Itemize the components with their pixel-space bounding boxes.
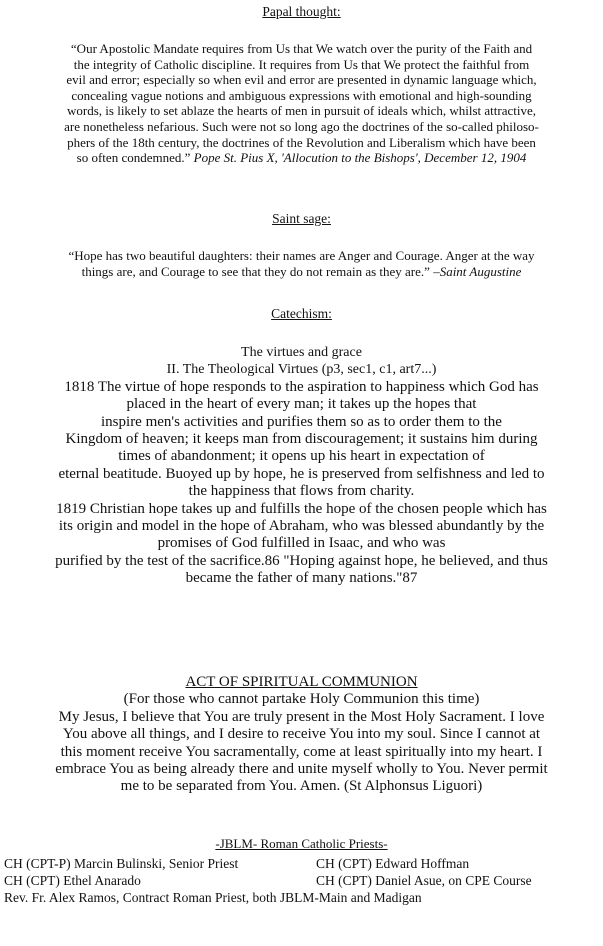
catechism-line: Kingdom of heaven; it keeps man from discouragement; it sustains him during (65, 431, 538, 448)
catechism-line: placed in the heart of every man; it takes up the hopes that (126, 396, 477, 413)
papal-quote (0, 41, 603, 166)
catechism-line: 1818 The virtue of hope responds to the aspiration to happiness which God has (64, 378, 539, 395)
priests-row (4, 872, 603, 889)
saint-last-line (0, 264, 603, 280)
catechism-text (0, 344, 603, 588)
priests-row (4, 855, 603, 872)
priest-entry: CH (CPT-P) Marcin Bulinski, Senior Priest (4, 856, 239, 871)
papal-heading: Papal thought: (262, 4, 341, 19)
communion-subheading: (For those who cannot partake Holy Communion this time) (123, 691, 480, 708)
catechism-line: promises of God fulfilled in Isaac, and who was (157, 535, 446, 552)
priest-entry: CH (CPT) Ethel Anarado (4, 873, 141, 888)
communion-line: You above all things, and I desire to receive You into my soul. Since I cannot at (62, 726, 541, 743)
papal-section (0, 4, 603, 20)
papal-line: are nonetheless nefarious. Such were not so long ago the doctrines of the so-called philoso- (64, 118, 539, 134)
catechism-line: 1819 Christian hope takes up and fulfills the hope of the chosen people which has (56, 500, 547, 517)
communion-line: this moment receive You sacramentally, come at least spiritually into my heart. I (60, 743, 543, 760)
communion-line: My Jesus, I believe that You are truly present in the Most Holy Sacrament. I love (58, 708, 545, 725)
priest-entry: Rev. Fr. Alex Ramos, Contract Roman Priest, both JBLM-Main and Madigan (4, 890, 422, 905)
catechism-line: times of abandonment; it opens up his heart in expectation of (118, 448, 485, 465)
papal-line: evil and error; especially so when evil and error are presented in dynamic language which, (66, 72, 537, 88)
catechism-subtitle: II. The Theological Virtues (p3, sec1, c1, art7...) (166, 362, 437, 378)
communion-line: me to be separated from You. Amen. (St Alphonsus Liguori) (120, 778, 483, 795)
saint-line: “Hope has two beautiful daughters: their names are Anger and Courage. Anger at the way (68, 248, 535, 263)
catechism-line: became the father of many nations."87 (185, 570, 418, 587)
saint-line: things are, and Courage to see that they do not remain as they are.” (81, 263, 430, 279)
catechism-section (0, 306, 603, 322)
papal-line: phers of the 18th century, the doctrines of the Revolution and Liberalism which have been (67, 134, 536, 150)
papal-line: the integrity of Catholic discipline. It requires from Us that We protect the faithful from (73, 56, 530, 72)
communion-line: embrace You as being already there and unite myself wholly to You. Never permit (55, 761, 548, 778)
papal-attribution: Pope St. Pius X, 'Allocution to the Bishops', December 12, 1904 (193, 150, 527, 166)
saint-attribution: –Saint Augustine (433, 263, 522, 279)
catechism-line: inspire men's activities and purifies them so as to order them to the (101, 413, 502, 430)
saint-section (0, 211, 603, 227)
papal-line: words, is likely to set ablaze the hearts of men in pursuit of ideals which, whilst attractive, (67, 103, 536, 119)
catechism-line: its origin and model in the hope of Abraham, who was blessed abundantly by the (58, 518, 545, 535)
papal-line: concealing vague notions and ambiguous expressions with emotional and high-sounding (71, 87, 532, 103)
priest-entry: CH (CPT) Daniel Asue, on CPE Course (316, 873, 532, 888)
papal-line: so often condemned.” (76, 150, 191, 166)
communion-section (0, 674, 603, 796)
priests-row (4, 889, 603, 906)
priest-entry: CH (CPT) Edward Hoffman (316, 856, 470, 871)
catechism-line: eternal beatitude. Buoyed up by hope, he is preserved from selfishness and led to (58, 465, 545, 482)
saint-heading: Saint sage: (272, 211, 331, 226)
catechism-heading: Catechism: (271, 306, 332, 321)
catechism-line: purified by the test of the sacrifice.86 "Hoping against hope, he believed, and thus (55, 552, 548, 569)
saint-quote (0, 248, 603, 279)
papal-line: “Our Apostolic Mandate requires from Us that We watch over the purity of the Faith and (70, 41, 533, 56)
catechism-title: The virtues and grace (241, 345, 362, 360)
catechism-line: the happiness that flows from charity. (188, 483, 415, 500)
priests-list (4, 855, 603, 906)
communion-heading: ACT OF SPIRITUAL COMMUNION (185, 674, 418, 690)
papal-last-line (0, 150, 603, 166)
priests-title: -JBLM- Roman Catholic Priests- (215, 836, 388, 851)
